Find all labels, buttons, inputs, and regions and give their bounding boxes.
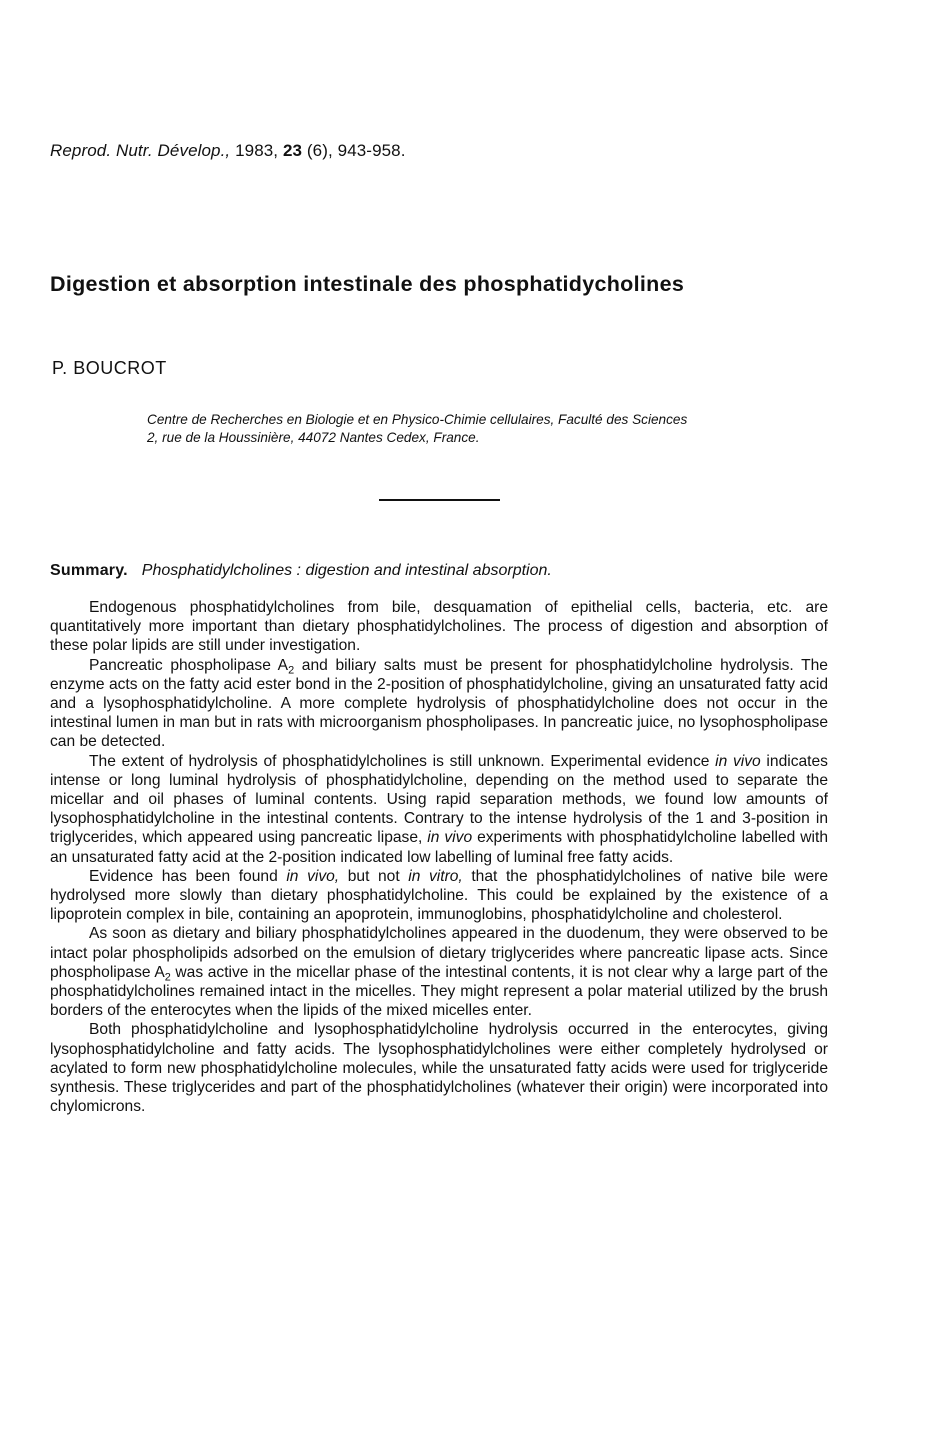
paragraph-3-text-a: The extent of hydrolysis of phosphatidylcholines is still unknown. Experimental evidence	[89, 752, 716, 770]
subscript-2: 2	[288, 663, 295, 676]
paragraph-3	[50, 752, 828, 867]
italic-term: in vitro,	[408, 867, 463, 885]
summary-subtitle: Phosphatidylcholines : digestion and intestinal absorption.	[141, 562, 552, 579]
author-affiliation	[147, 411, 847, 447]
journal-issue: (6),	[306, 141, 333, 160]
paragraph-3-text-c: experiments with phosphatidylcholine labelled with an unsaturated fatty acid at the 2-position indicated low labelling of luminal free fatty acids.	[50, 829, 829, 866]
paragraph-6: Both phosphatidylcholine and lysophosphatidylcholine hydrolysis occurred in the enterocytes, giving lysophosphatidylcholine and fatty acids. The lysophosphatidylcholines were either completely hydrolysed or acylated to form new phosphatidylcholine molecules, while the unsaturated fatty acids were used for triglyceride synthesis. These triglycerides and part of the phosphatidylcholines (whatever their origin) were incorporated into chylomicrons.	[50, 1021, 828, 1116]
paragraph-4-text-c: that the phosphatidylcholines of native bile were hydrolysed more slowly than dietary phosphatidylcholine. This could be explained by the existence of a lipoprotein complex in bile, containing an apoprotein, immunoglobins, phosphatidylcholine and cholesterol.	[50, 867, 828, 924]
paragraph-4-text-a: Evidence has been found	[89, 867, 287, 885]
journal-reference	[50, 141, 406, 161]
author-name: P. BOUCROT	[52, 358, 167, 378]
paragraph-5-text-a: As soon as dietary and biliary phosphatidylcholines appeared in the duodenum, they were observed to be intact polar phospholipids adsorbed on the emulsion of dietary triglycerides where pancreatic lipase acts. Since phospholipase A	[50, 925, 828, 981]
affiliation-line-2: 2, rue de la Houssinière, 44072 Nantes Cedex, France.	[147, 430, 480, 445]
paragraph-2-text-a: Pancreatic phospholipase A	[89, 656, 289, 674]
paragraph-4	[50, 867, 828, 925]
subscript-2: 2	[164, 971, 171, 984]
journal-name: Reprod. Nutr. Dévelop.,	[50, 141, 231, 160]
journal-year: 1983,	[235, 141, 279, 160]
paragraph-2-text-b: and biliary salts must be present for phosphatidylcholine hydrolysis. The enzyme acts on the fatty acid ester bond in the 2-position of phosphatidylcholine, giving an unsaturated fatty acid and a lysophosphatidylcholine. A more complete hydrolysis of phosphatidylcholine does not occur in the intestinal lumen in man but in rats with microorganism phospholipases. In pancreatic juice, no lysophospholipase can be detected.	[50, 656, 828, 751]
summary-body	[50, 598, 828, 1116]
journal-volume: 23	[282, 141, 303, 160]
summary-label: Summary.	[50, 562, 128, 579]
italic-term: in vivo	[427, 829, 473, 847]
italic-term: in vivo,	[286, 867, 340, 885]
italic-term: in vivo	[715, 752, 761, 770]
paragraph-5-text-b: was active in the micellar phase of the intestinal contents, it is not clear why a large part of the phosphatidylcholines remained intact in the micelles. They might represent a polar material utilized by the brush borders of the enterocytes when the lipids of the mixed micelles enter.	[50, 963, 828, 1020]
section-divider	[379, 499, 500, 501]
paragraph-3-text-b: indicates intense or long luminal hydrolysis of phosphatidylcholine, depending on the method used to separate the micellar and oil phases of luminal contents. Using rapid separation methods, we found low amounts of lysophosphatidylcholine in the intestinal contents. Contrary to the intense hydrolysis of the 1 and 3-position in triglycerides, which appeared using pancreatic lipase,	[50, 752, 828, 847]
affiliation-line-1: Centre de Recherches en Biologie et en Physico-Chimie cellulaires, Faculté des Sciences	[147, 412, 688, 427]
paragraph-1: Endogenous phosphatidylcholines from bile, desquamation of epithelial cells, bacteria, etc. are quantitatively more important than dietary phosphatidylcholines. The process of digestion and absorption of these polar lipids are still under investigation.	[50, 599, 828, 655]
journal-pages: 943-958.	[337, 141, 406, 160]
summary-heading	[50, 562, 552, 580]
paragraph-4-text-b: but not	[339, 867, 409, 885]
paragraph-2	[50, 656, 828, 752]
paragraph-5	[50, 924, 828, 1020]
article-title: Digestion et absorption intestinale des phosphatidycholines	[50, 272, 685, 296]
